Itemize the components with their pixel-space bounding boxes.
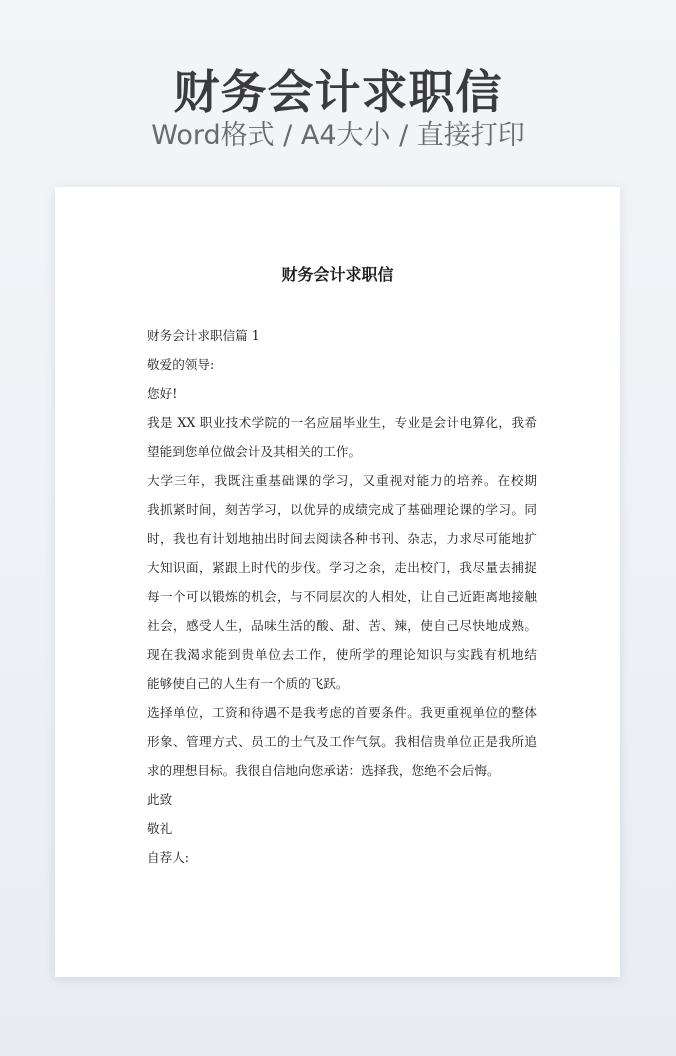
section-heading: 财务会计求职信篇 1	[147, 328, 260, 343]
body-line: 形象、管理方式、员工的士气及工作气氛。我相信贵单位正是我所追	[147, 734, 537, 749]
closing-salute: 敬礼	[147, 821, 173, 836]
body-line: 求的理想目标。我很自信地向您承诺：选择我，您绝不会后悔。	[147, 763, 500, 778]
body-line: 大学三年，我既注重基础课的学习，又重视对能力的培养。在校期	[147, 473, 537, 488]
document-page	[55, 187, 620, 977]
signature-label: 自荐人:	[147, 850, 190, 865]
banner-title: 财务会计求职信	[173, 65, 503, 119]
banner-subtitle: Word格式 / A4大小 / 直接打印	[151, 120, 525, 151]
body-line: 每一个可以锻炼的机会，与不同层次的人相处，让自己近距离地接触	[147, 589, 537, 604]
body-line: 我是 XX 职业技术学院的一名应届毕业生，专业是会计电算化，我希	[147, 415, 537, 430]
document-title: 财务会计求职信	[281, 265, 394, 284]
body-line: 大知识面，紧跟上时代的步伐。学习之余，走出校门，我尽量去捕捉	[147, 560, 537, 575]
salutation: 敬爱的领导:	[147, 357, 215, 372]
closing-line: 此致	[147, 792, 173, 807]
body-line: 社会，感受人生，品味生活的酸、甜、苦、辣，使自己尽快地成熟。	[147, 618, 537, 633]
body-line: 选择单位，工资和待遇不是我考虑的首要条件。我更重视单位的整体	[147, 705, 537, 720]
document-body	[147, 321, 537, 872]
body-line: 我抓紧时间，刻苦学习，以优异的成绩完成了基础理论课的学习。同	[147, 502, 537, 517]
body-line: 现在我渴求能到贵单位去工作，使所学的理论知识与实践有机地结	[147, 647, 537, 662]
greeting: 您好!	[147, 386, 178, 401]
body-line: 时，我也有计划地抽出时间去阅读各种书刊、杂志，力求尽可能地扩	[147, 531, 537, 546]
body-line: 望能到您单位做会计及其相关的工作。	[147, 444, 362, 459]
body-line: 能够使自己的人生有一个质的飞跃。	[147, 676, 349, 691]
